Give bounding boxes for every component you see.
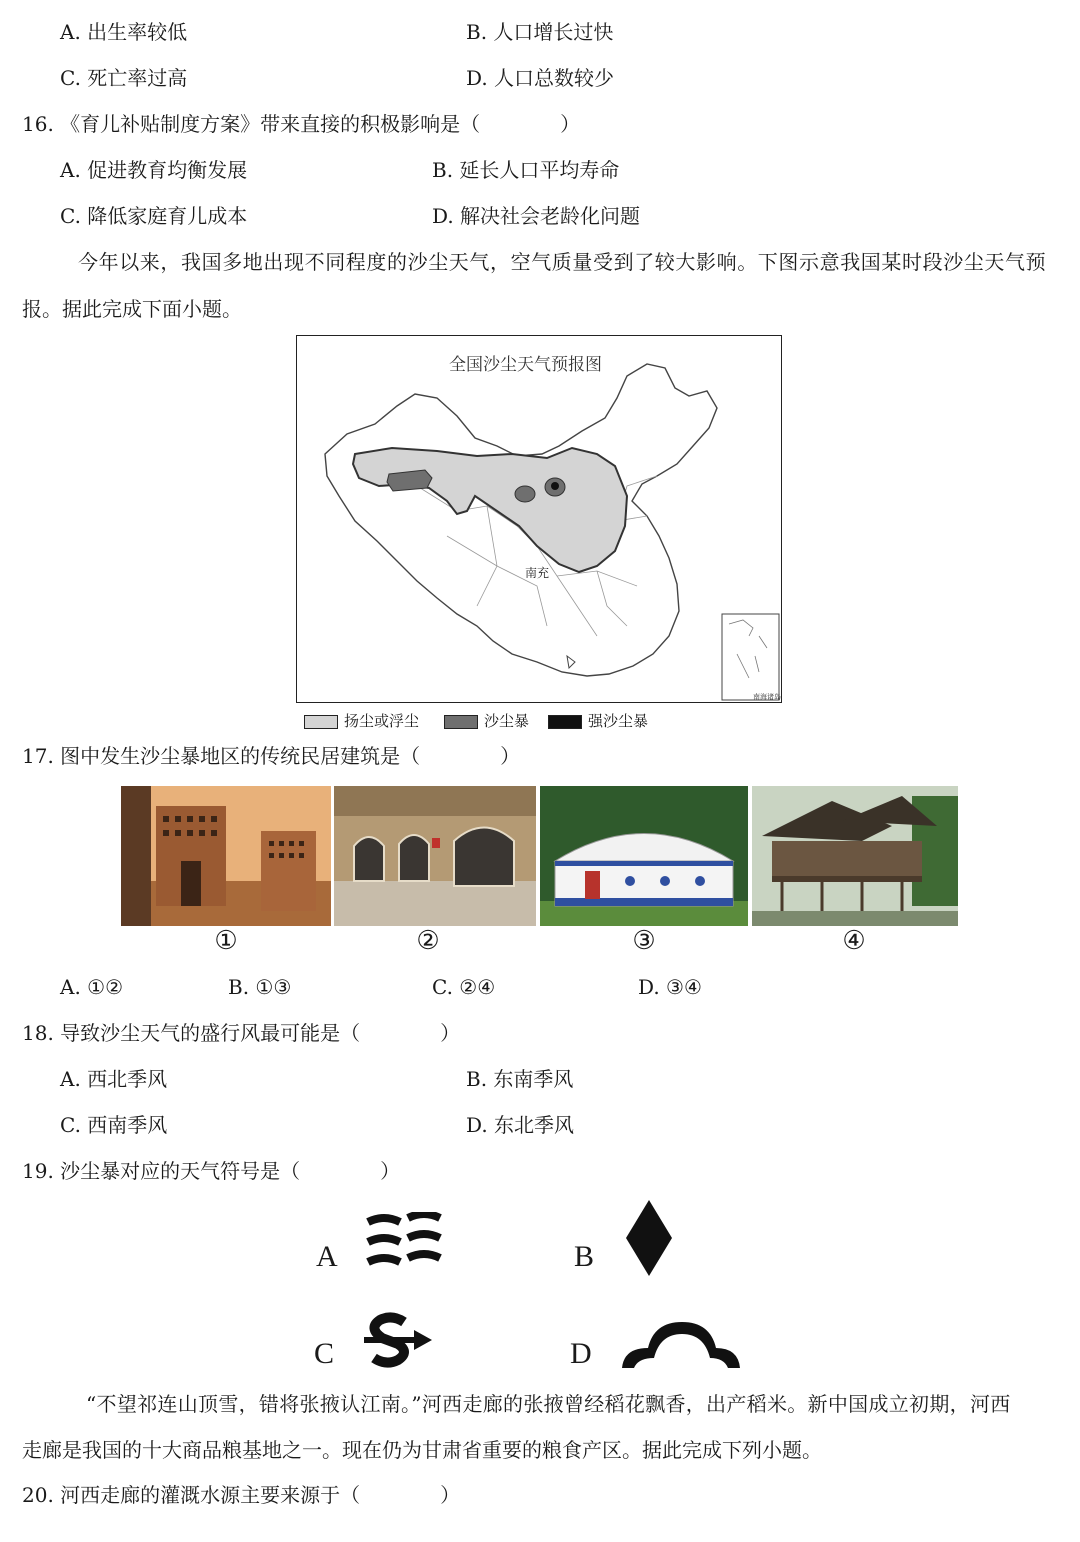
map-title: 全国沙尘天气预报图 [449, 355, 602, 375]
south-china-sea-inset [722, 614, 779, 700]
legend-severe-dust-storm [548, 710, 648, 732]
q18-option-d: D. 东北季风 [466, 1113, 575, 1137]
legend-severe-swatch [548, 715, 582, 729]
q17-option-c: C. ②④ [432, 975, 496, 999]
legend-floating-dust-swatch [304, 715, 338, 729]
photo-number-2: ② [416, 926, 440, 956]
q16-option-b: B. 延长人口平均寿命 [432, 158, 620, 182]
q20-stem: 20. 河西走廊的灌溉水源主要来源于（ ） [22, 1483, 461, 1507]
legend-floating-dust-label: 扬尘或浮尘 [344, 712, 420, 730]
sandstorm-wave-icon [364, 1212, 444, 1276]
legend-dust-storm [444, 710, 529, 732]
q19-label-b: B [574, 1240, 595, 1273]
china-map-outline [297, 336, 780, 701]
passage-dust-line2: 报。据此完成下面小题。 [22, 297, 242, 321]
q16-option-d: D. 解决社会老龄化问题 [432, 204, 641, 228]
q19-label-c: C [314, 1337, 335, 1370]
passage-dust-line1: 今年以来，我国多地出现不同程度的沙尘天气，空气质量受到了较大影响。下图示意我国某时段沙尘天气预 [78, 250, 1047, 274]
photo-cave-dwelling [334, 786, 536, 926]
photo-stilt-house [752, 786, 958, 926]
q16-stem: 16. 《育儿补贴制度方案》带来直接的积极影响是（ ） [22, 112, 581, 136]
photo-number-1: ① [214, 926, 238, 956]
severe-dust-storm-core [551, 482, 559, 490]
dust-storm-patch-west [387, 470, 432, 491]
legend-dust-storm-label: 沙尘暴 [484, 712, 530, 730]
map-city-label: 南充 [525, 566, 550, 580]
q18-option-a: A. 西北季风 [60, 1067, 168, 1091]
q19-label-d: D [570, 1337, 592, 1370]
q17-option-a: A. ①② [60, 975, 124, 999]
q15-option-d: D. 人口总数较少 [466, 66, 615, 90]
q18-stem: 18. 导致沙尘天气的盛行风最可能是（ ） [22, 1021, 461, 1045]
dust-storm-patch-middle [515, 486, 535, 502]
q15-option-c: C. 死亡率过高 [60, 66, 188, 90]
dust-s-arrow-icon [362, 1312, 434, 1370]
legend-dust-storm-swatch [444, 715, 478, 729]
q19-stem: 19. 沙尘暴对应的天气符号是（ ） [22, 1159, 401, 1183]
q17-option-b: B. ①③ [228, 975, 292, 999]
diamond-icon [624, 1200, 674, 1276]
passage-hexi-line2: 走廊是我国的十大商品粮基地之一。现在仍为甘肃省重要的粮食产区。据此完成下列小题。 [22, 1438, 822, 1462]
dust-forecast-map [296, 335, 782, 703]
map-inset-label: 南海诸岛 [753, 693, 781, 701]
legend-severe-label: 强沙尘暴 [588, 712, 649, 730]
q15-option-b: B. 人口增长过快 [466, 20, 614, 44]
cloud-icon [620, 1318, 742, 1370]
photo-brick-hollow-wall-house [121, 786, 331, 926]
photo-mongolian-yurt [540, 786, 748, 926]
q19-label-a: A [316, 1240, 338, 1273]
q16-option-a: A. 促进教育均衡发展 [60, 158, 248, 182]
q17-option-d: D. ③④ [638, 975, 702, 999]
photo-number-3: ③ [632, 926, 656, 956]
q18-option-b: B. 东南季风 [466, 1067, 574, 1091]
photo-number-4: ④ [842, 926, 866, 956]
q17-stem: 17. 图中发生沙尘暴地区的传统民居建筑是（ ） [22, 744, 521, 768]
q18-option-c: C. 西南季风 [60, 1113, 168, 1137]
passage-hexi-line1: “不望祁连山顶雪，错将张掖认江南。”河西走廊的张掖曾经稻花飘香，出产稻米。新中国成立初期，河西 [86, 1392, 1011, 1416]
legend-floating-dust [304, 710, 419, 732]
q15-option-a: A. 出生率较低 [60, 20, 188, 44]
q16-option-c: C. 降低家庭育儿成本 [60, 204, 248, 228]
